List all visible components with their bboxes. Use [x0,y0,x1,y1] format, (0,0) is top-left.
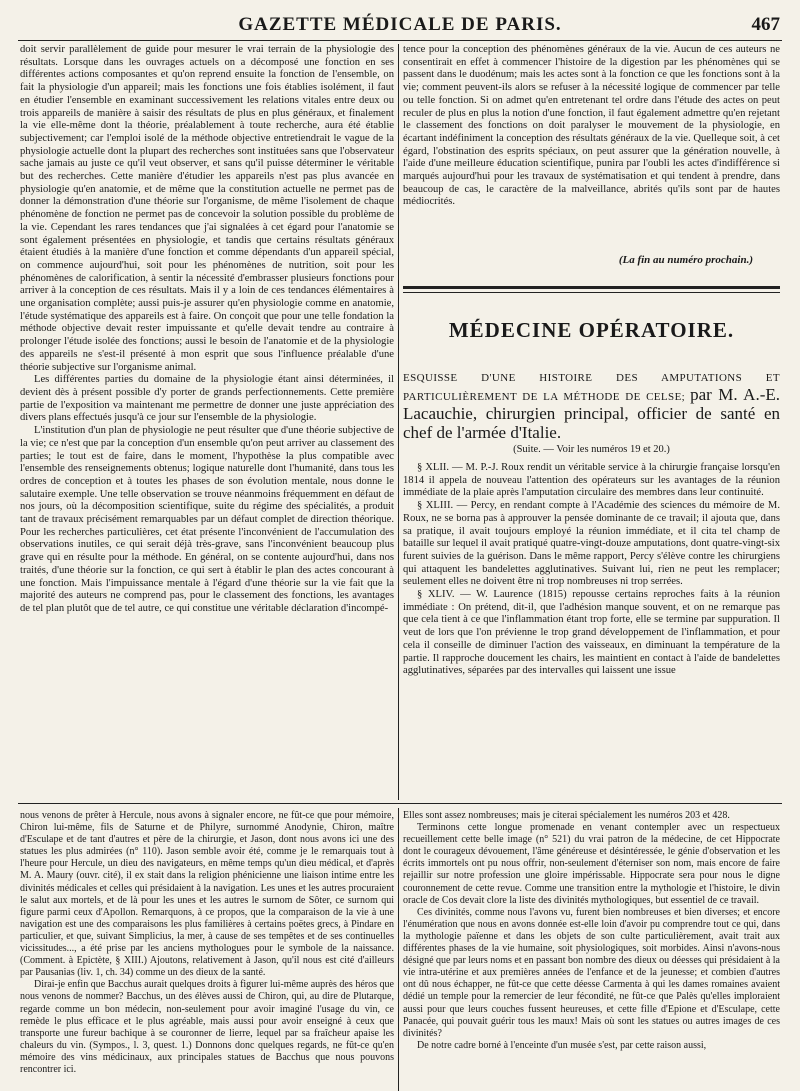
section-divider [403,292,780,293]
feuilleton-divider [18,803,782,804]
paragraph: Dirai-je enfin que Bacchus aurait quelques droits à figurer lui-même auprès des héros que nous venons de nommer? Bacchus, un des élèves aussi de Chiron, qui, au dire de Plutarque, regarde comme un bon médecin, non-seulement pour avoir imaginé l'usage du vin, ce remède le plus efficace et le plus agréable, mais aussi pour avoir enseigné à ceux que transporte une fureur bachique à se couronner de lierre, lequel par sa fraîcheur apaise les chaleurs du vin. (Sympos., l. 3, quest. 1.) Donnons donc quelques regards, ne fût-ce qu'en mémoire des vins médicinaux, aux principales statues de Bacchus que nous pouvons rencontrer ici. [20,979,394,1075]
right-top-column [403,44,780,276]
paragraph: Elles sont assez nombreuses; mais je citerai spécialement les numéros 203 et 428. [403,810,730,821]
continuation-note: (La fin au numéro prochain.) [618,254,753,266]
page-header [18,10,782,41]
column-divider [398,808,399,1091]
paragraph: Terminons cette longue promenade en venant contempler avec un respectueux recueillement cette belle image (n° 521) du vrai patron de la médecine, de cet Hippocrate dont le courageux dévouement, l'âme généreuse et désintéressée, le génie d'observation et les écrits immortels ont pu nous offrir, non-seulement d'éterniser son nom, mais encore de faire rejaillir sur notre profession une gloire impérissable. Hippocrate sera pour nous le digne couronnement de cette revue. Comme une transition entre la mythologie et l'histoire, le divin oracle de Cos devait clore la liste des divinités mythologiques, but essentiel de ce travail. [403,822,780,906]
article-subtitle [403,372,780,442]
paragraph: § XLIV. — W. Laurence (1815) repousse certains reproches faits à la réunion immédiate : On prétend, dit-il, que l'adhésion manque souvent, et on ne remarque pas que cela tient à ce que l'inflammation étant trop forte, elle se termine par suppuration. Il veut de lors que l'on prévienne le trop grand développement de l'inflammation, et pour cela il conseille de diminuer l'action des vaisseaux, en diminuant la température de la partie. Il rapproche doucement les chairs, les maintient en contact à l'aide de bandelettes agglutinatives, séparées par des intervalles qui laissent une issue [403,589,780,677]
publication-title: GAZETTE MÉDICALE DE PARIS. [238,14,562,35]
paragraph: tence pour la conception des phénomènes généraux de la vie. Aucun de ces auteurs ne consentirait en effet à commencer l'histoire de la digestion par les phénomènes qui se passent dans le duodénum; mais les actes sont à la fonction ce que les fonctions sont à la vie; comment peuvent-ils alors se refuser à la nécessité logique de commencer par telle ou telle fonction. Si on admet qu'en entretenant tel ordre dans l'étude des actes on peut reculer de plus en plus la notion d'une fonction, il faut également admettre qu'en rejetant le classement des fonctions on doit paralyser le mouvement de la physiologie, en écartant indéfiniment la conception des résultats généraux de la vie. Quelleque soit, à cet égard, l'obstination des esprits spéciaux, on peut assurer que la génération nouvelle, à l'aide d'une meilleure éducation scientifique, punira par l'oubli les actes d'indifférence si marqués aujourd'hui pour les travaux de systématisation et qui tendent à prendre, dans beaucoup de cas, le caractère de la malveillance, abrités qu'ils sont par de hautes médiocrités. [403,44,780,208]
paragraph: doit servir parallèlement de guide pour mesurer le vrai terrain de la physiologie des résultats. Lorsque dans les ouvrages actuels on a décomposé une fonction en ses différentes actions composantes et qu'on reprend ensuite la fonction de l'ensemble, on fait la physiologie d'un appareil; mais les fonctions une fois établies isolément, il faut en étudier l'ensemble en examinant successivement les relations vitales entre deux ou trois appareils de manière à saisir des résultats de plus en plus généraux, et finalement la vie elle-même dont la théorie, préalablement à toute recherche, aura été établie subjectivement; car l'emploi isolé de la méthode objective entretiendrait le vague de la physiologie actuelle dont la plupart des recherches sont instituées sans que l'observateur sache jamais au juste ce qu'il veut observer, et sans qu'il puisse déterminer le véritable but des recherches. Cette manière d'étudier les appareils n'est pas plus avancée en physiologie qu'en anatomie, et de même que la constitution actuelle ne permet pas de donner la démonstration d'une théorie sur l'organisme, de même l'isolement de chaque phénomène de fonction ne permet pas de concevoir la solution possible du problème de la vie. Cependant les rares tendances que j'ai signalées à cet égard pour l'anatomie se sont également présentées en physiologie, et tandis que certains résultats généraux étaient étudiés à la manière d'une fonction et comme dépendants d'un appareil spécial, on commence aujourd'hui, soit pour les phénomènes de nutrition, soit pour les phénomènes de calorification, à sentir la nécessité d'embrasser plusieurs fonctions pour arriver à la conception de ces résultats. Mais il y a loin de ces tendances élémentaires à une organisation complète; aussi puis-je assurer qu'en physiologie comme en anatomie, l'étude systématique des appareils est à faire. On conçoit que pour une telle fondation la méthode objective devait rester impuissante et qu'elle devait tendre au contraire à prolonger l'étude isolée des fonctions; aussi le besoin de l'anatomie et de la physiologie des appareils ne s'est-il présenté à mon esprit que sous l'influence préalable d'une théorie subjective sur l'organisme animal. [20,44,394,373]
left-column [20,44,394,799]
page-number: 467 [751,14,780,35]
paragraph: nous venons de prêter à Hercule, nous avons à signaler encore, ne fût-ce que pour mémoire, Chiron lui-même, fils de Saturne et de Philyre, surnommé Anodynie, Chiron, maître d'Esculape et de tant d'autres et père de la chirurgie, et Jason, dont nous avons ici une des statues les plus admirées (n° 110). Jason semble avoir été, comme je le remarquais tout à l'heure pour Hercule, un dieu des navigateurs, en même temps qu'un dieu médical, et d'après M. A. Maury (ouvr. cité), il ex stait dans la religion phénicienne une liaison intime entre les divinités médicales et celles qui présidaient à la navigation. Les unes et les autres procuraient le salut aux mortels, et de là pour les unes et les autres le surnom de Sôter, ce surnom qui figure parmi ceux d'Apollon. Remarquons, à ce propos, que la comparaison de la vie à une navigation est une des comparaisons les plus familières à certains poëtes grecs, à Pindare en particulier, et que, suivant Simplicius, la mer, à cause de ses tempêtes et de ses continuelles vicissitudes..., a été prise par les anciens mythologues pour le symbole de la naissance. (Comment. à Epictète, § XIII.) Ajoutons, relativement à Jason, qu'il nous est cité d'ailleurs par Pausanias (liv. 1, ch. 34) comme un des dieux de la santé. [20,810,394,979]
section-title: MÉDECINE OPÉRATOIRE. [448,318,735,342]
section-divider [403,286,780,289]
paragraph: § XLII. — M. P.-J. Roux rendit un véritable service à la chirurgie française lorsqu'en 1814 il appela de nouveau l'attention des opérateurs sur les avantages de la réunion immédiate de la plaie après l'amputation circulaire des membres dans leur continuité. [403,462,780,499]
paragraph: Les différentes parties du domaine de la physiologie étant ainsi déterminées, il devient dès à présent possible d'y porter de grands perfectionnements. Cette première partie de l'exposition va maintenant me permettre de donner une juste appréciation des divers plans effectués jusqu'à ce jour sur l'ensemble de la physiologie. [20,374,394,424]
paragraph: Ces divinités, comme nous l'avons vu, furent bien nombreuses et bien diverses; et encore l'énumération que nous en avons donnée est-elle loin d'avoir pu comprendre tout ce qui, dans la mythologie païenne et dans les objets de son culte particulièrement, avait trait aux différentes phases de la vie humaine, soit physiologiques, soit morbides. Ainsi n'avons-nous désigné que par leurs noms et en passant bon nombre des dieux ou déesses qui présidaient à la vie intra-utérine et aux premières années de l'enfance et de la jeunesse; et combien d'autres ont dû nous échapper, ne fût-ce que cette déesse Carmenta à qui les dames romaines avaient dédié un temple pour la remercier de leur fécondité, ne fût-ce que Palès qu'elles imploraient aussi pour que leurs couches fussent heureuses, et cette fille d'Epione et d'Esculape, cette Panacée, qui pouvait guérir tous les maux! Mais où sont les statues ou autres images de ces divinités? [403,906,780,1039]
subtitle-caps: ESQUISSE D'UNE HISTOIRE DES AMPUTATIONS ET PARTICULIÈREMENT DE LA MÉTHODE DE CELSE; [403,372,780,403]
bottom-right-column [403,810,780,1090]
bottom-left-column [20,810,394,1090]
paragraph: § XLIII. — Percy, en rendant compte à l'Académie des sciences du mémoire de M. Roux, ne se borna pas à approuver la pensée dominante de ce travail; il ajouta que, dans sa pratique, il avait toujours employé la réunion immédiate, et il cita tel champ de bataille sur lequel il avait pratiqué quatre-vingt-douze amputations, dont quatre-vingt-six furent suivies de la guérison. Dans le même rapport, Percy s'élève contre les chirurgiens qui attaquent les bandelettes agglutinatives. Suivant lui, rien ne peut les remplacer; seulement elles ne doivent être ni trop nombreuses ni trop serrées. [403,500,780,588]
paragraph: De notre cadre borné à l'enceinte d'un musée s'est, par cette raison aussi, [417,1039,707,1051]
suite-note: (Suite. — Voir les numéros 19 et 20.) [513,444,670,455]
right-middle-column [403,462,780,800]
column-divider [398,44,399,800]
paragraph: L'institution d'un plan de physiologie ne peut résulter que d'une théorie subjective de la vie; ce n'est que par la conception d'un ensemble qu'on peut arriver au classement des parties; le tout est de faire, dans le moment, l'hypothèse la plus compatible avec l'ensemble des renseignements obtenus; logique naturelle dont l'humanité, dans tous les ordres de conception et à toutes les phases de son évolution mentale, nous donne le salutaire exemple. Une telle observation se trouve néanmoins fréquemment en défaut de nos jours, où la décomposition scientifique, suite du régime des spécialités, a produit tant de travaux précisément remarquables par un défaut complet de direction théorique. Pour les recherches particulières, cet état présente l'inconvénient de l'accumulation des observations inutiles, ce qui serait déjà très-grave, sans l'inconvénient beaucoup plus grave qui en résulte pour la méthode. En général, on se contente aujourd'hui, dans nos traités, d'une théorie sur la fonction, ce qui sert à établir le plan des actes concourant à une fonction. Mais l'impuissance mentale à l'égard d'une théorie sur la vie fait que la majorité des auteurs ne comprend pas, pour le classement des fonctions, les avantages de tel plan plutôt que de tel autre, ce qui constitue une véritable déclaration d'incompé- [20,425,394,614]
subtitle-author: par M. A.-E. Lacauchie, chirurgien principal, officier de santé en chef de l'armée d'Italie. [403,384,780,442]
